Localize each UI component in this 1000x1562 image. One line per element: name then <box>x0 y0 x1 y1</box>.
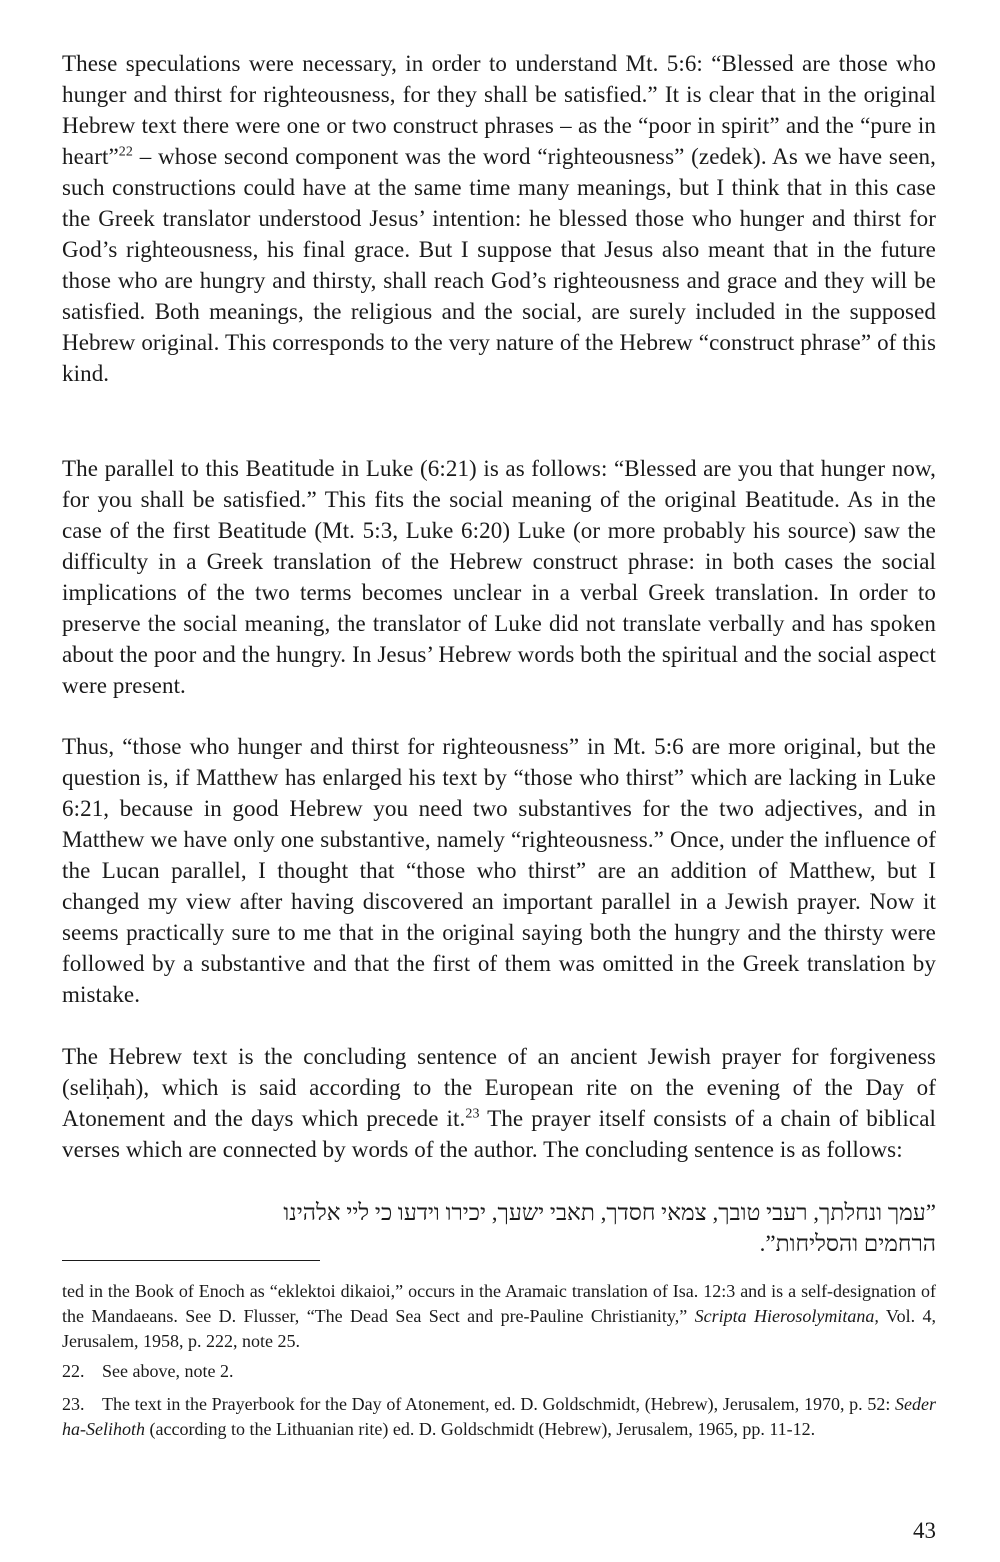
footnote-number: 23. <box>62 1394 85 1414</box>
body-paragraph-1 <box>62 48 936 389</box>
paragraph-text: The prayer itself consists of a chain of biblical verses which are connected by words of the author. The concluding sentence is as follows: <box>62 1106 936 1162</box>
footnote-ref-22: 22 <box>118 144 133 160</box>
footnote-text: (according to the Lithuanian rite) ed. D. Goldschmidt (Hebrew), Jerusalem, 1965, pp. 11-12. <box>145 1419 816 1439</box>
footnote-continuation <box>62 1279 936 1354</box>
footnote-text: ted in the Book of Enoch as “eklektoi dikaioi,” occurs in the Aramaic translation of Isa. 12:3 and is a self-designation of the Mandaeans. See D. Flusser, “The Dead Sea Sect and pre-Pauline Christianity,” <box>62 1281 936 1326</box>
footnote-23 <box>62 1392 936 1442</box>
footnote-italic-title: Seder ha-Selihoth <box>62 1394 936 1439</box>
paragraph-text: – whose second component was the word “righteousness” (zedek). As we have seen, such constructions could have at the same time many meanings, but I think that in this case the Greek translator understood Jesus’ intention: he blessed those who hunger and thirst for God’s righteousness, his final grace. But I suppose that Jesus also meant that in the future those who are hungry and thirsty, shall reach God’s righteousness and grace and they will be satisfied. Both meanings, the religious and the social, are surely included in the supposed Hebrew original. This corresponds to the very nature of the Hebrew “construct phrase” of this kind. <box>62 144 936 386</box>
page-number: 43 <box>913 1518 936 1543</box>
body-paragraph-4 <box>62 1041 936 1165</box>
paragraph-text: These speculations were necessary, in order to understand Mt. 5:6: “Blessed are those who hunger and thirst for righteousness, for they shall be satisfied.” It is clear that in the original Hebrew text there were one or two construct phrases – as the “poor in spirit” and the “pure in heart” <box>62 51 936 169</box>
footnote-ref-23: 23 <box>465 1106 480 1122</box>
footnote-divider <box>62 1260 320 1261</box>
body-paragraph-2: The parallel to this Beatitude in Luke (6:21) is as follows: “Blessed are you that hunger now, for you shall be satisfied.” This fits the social meaning of the original Beatitude. As in the case of the first Beatitude (Mt. 5:3, Luke 6:20) Luke (or more probably his source) saw the difficulty in a Greek translation of the Hebrew construct phrase: in both cases the social implications of the two terms becomes unclear in a verbal Greek translation. In order to preserve the social meaning, the translator of Luke did not translate verbally and has spoken about the poor and the hungry. In Jesus’ Hebrew words both the spiritual and the social aspect were present. <box>62 456 936 698</box>
footnote-text: See above, note 2. <box>102 1361 234 1381</box>
footnote-italic-title: Scripta Hierosolymitana, <box>694 1306 879 1326</box>
hebrew-quote-line-2: הרחמים והסליחות”. <box>759 1231 936 1256</box>
hebrew-quote-line-1: ”עמך ונחלתך, רעבי טובך, צמאי חסדך, תאבי ישעך, יכירו וידעו כי ליי אלהינו <box>283 1200 936 1225</box>
paragraph-text: The Hebrew text is the concluding sentence of an ancient Jewish prayer for forgiveness (seliḥah), which is said according to the European rite on the evening of the Day of Atonement and the days which precede it. <box>62 1044 936 1131</box>
footnote-text: Vol. 4, Jerusalem, 1958, p. 222, note 25. <box>62 1306 936 1351</box>
footnote-text: The text in the Prayerbook for the Day of Atonement, ed. D. Goldschmidt, (Hebrew), Jerusalem, 1970, p. 52: <box>102 1394 896 1414</box>
footnote-22 <box>62 1359 936 1384</box>
body-paragraph-3: Thus, “those who hunger and thirst for righteousness” in Mt. 5:6 are more original, but the question is, if Matthew has enlarged his text by “those who thirst” which are lacking in Luke 6:21, because in good Hebrew you need two substantives for the two adjectives, and in Matthew we have only one substantive, namely “righteousness.” Once, under the influence of the Lucan parallel, I thought that “those who thirst” are an addition of Matthew, but I changed my view after having discovered an important parallel in a Jewish prayer. Now it seems practically sure to me that in the original saying both the hungry and the thirsty were followed by a substantive and that the first of them was omitted in the Greek translation by mistake. <box>62 734 936 1007</box>
footnote-number: 22. <box>62 1361 85 1381</box>
